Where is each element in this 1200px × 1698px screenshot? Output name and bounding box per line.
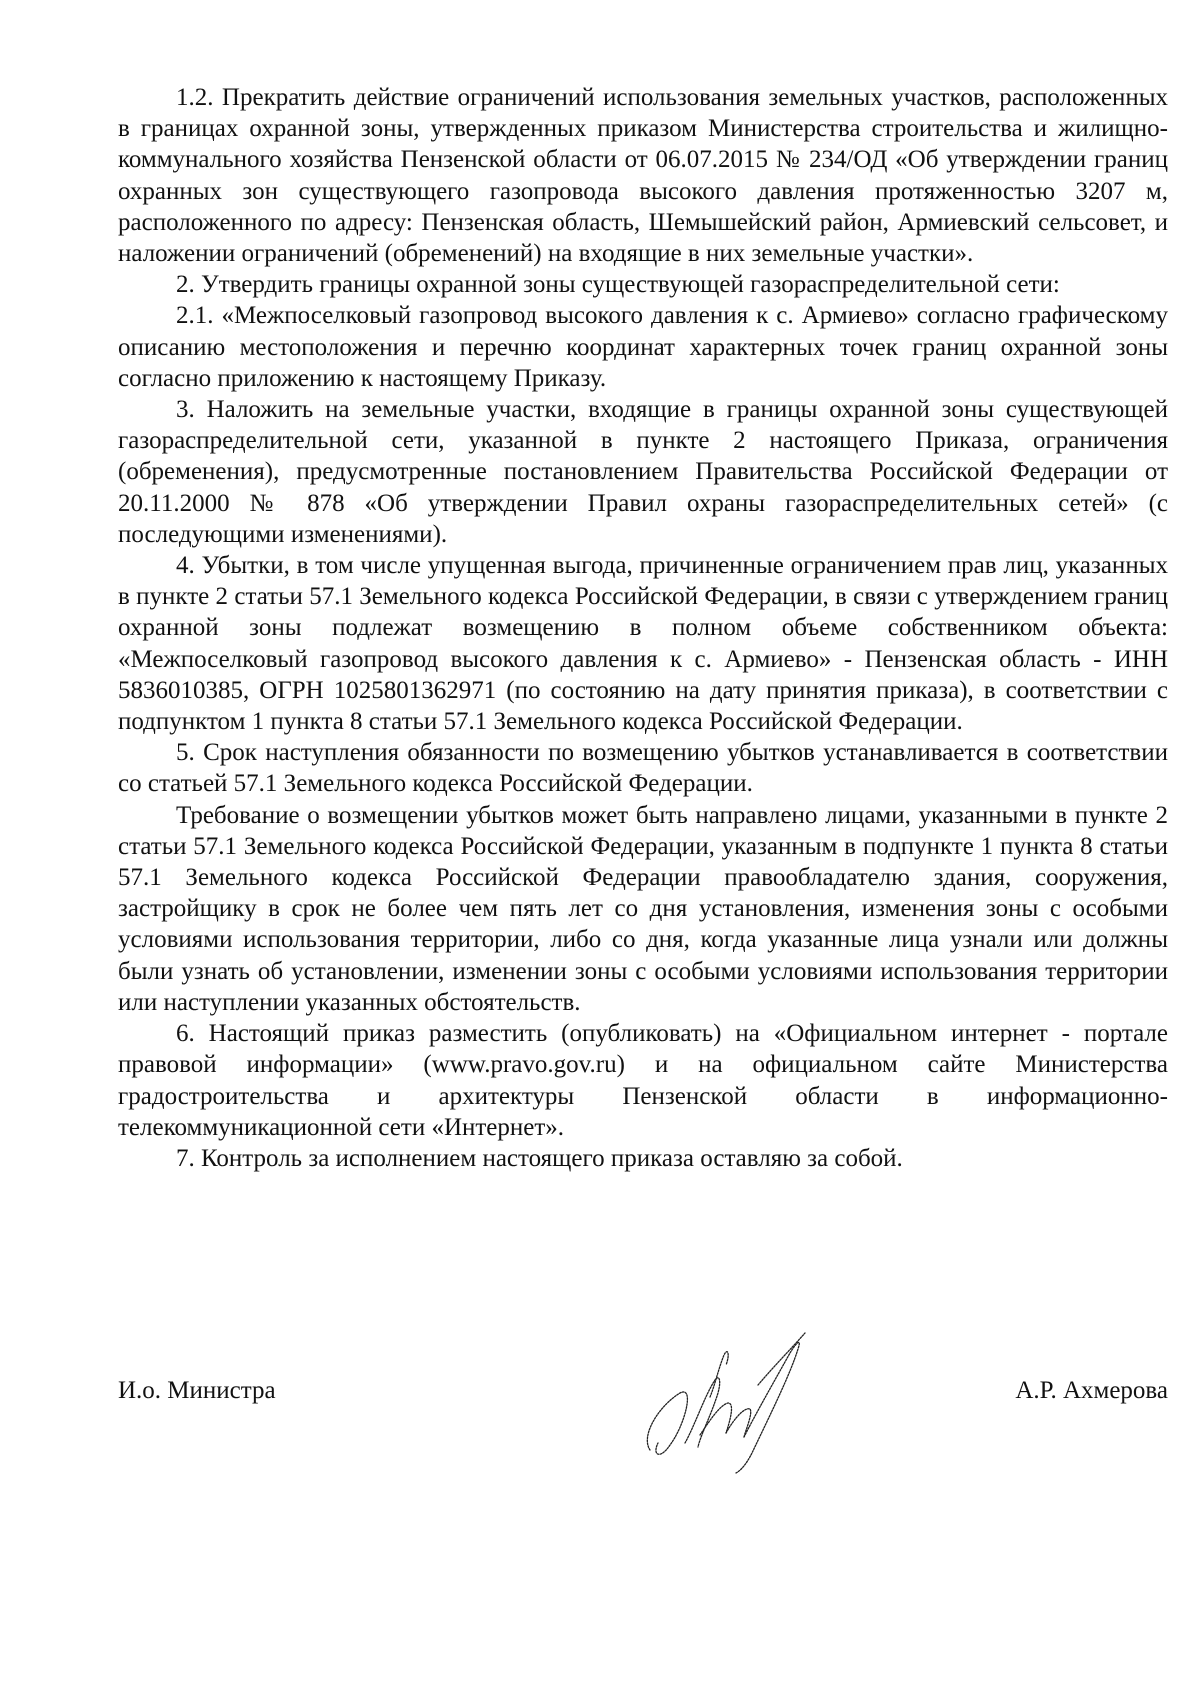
document-body [118, 82, 1168, 1174]
paragraph-3: 3. Наложить на земельные участки, входящие в границы охранной зоны существующей газораспределительной сети, указанной в пункте 2 настоящего Приказа, ограничения (обременения), предусмотренные постановлением Правительства Российской Федерации от 20.11.2000 № 878 «Об утверждении Правил охраны газораспределительных сетей» (с последующими изменениями). [118, 396, 1168, 548]
paragraph-7: 7. Контроль за исполнением настоящего приказа оставляю за собой. [176, 1144, 903, 1172]
paragraph-5: 5. Срок наступления обязанности по возмещению убытков устанавливается в соответствии со статьей 57.1 Земельного кодекса Российской Федерации. [118, 739, 1168, 798]
paragraph-5-claims: Требование о возмещении убытков может быть направлено лицами, указанными в пункте 2 статьи 57.1 Земельного кодекса Российской Федерации, указанным в подпункте 1 пункта 8 статьи 57.1 Земельного кодекса Российской Федерации правообладателю здания, сооружения, застройщику в срок не более чем пять лет со дня установления, изменения зоны с особыми условиями использования территории, либо со дня, когда указанные лица узнали или должны были узнать об установлении, изменении зоны с особыми условиями использования территории или наступлении указанных обстоятельств. [118, 801, 1168, 1016]
paragraph-2: 2. Утвердить границы охранной зоны существующей газораспределительной сети: [176, 271, 1060, 299]
paragraph-1-2: 1.2. Прекратить действие ограничений использования земельных участков, расположенных в границах охранной зоны, утвержденных приказом Министерства строительства и жилищно-коммунального хозяйства Пензенской области от 06.07.2015 № 234/ОД «Об утверждении границ охранных зон существующего газопровода высокого давления протяженностью 3207 м, расположенного по адресу: Пензенская область, Шемышейский район, Армиевский сельсовет, и наложении ограничений (обременений) на входящие в них земельные участки». [118, 84, 1168, 268]
paragraph-2-1: 2.1. «Межпоселковый газопровод высокого давления к с. Армиево» согласно графическому описанию местоположения и перечню координат характерных точек границ охранной зоны согласно приложению к настоящему Приказу. [118, 302, 1168, 392]
signer-name: А.Р. Ахмерова [1015, 1377, 1168, 1404]
signer-position: И.о. Министра [118, 1377, 276, 1404]
handwritten-signature [640, 1325, 840, 1475]
paragraph-6: 6. Настоящий приказ разместить (опубликовать) на «Официальном интернет - портале правовой информации» (www.pravo.gov.ru) и на официальном сайте Министерства градостроительства и архитектуры Пензенской области в информационно-телекоммуникационной сети «Интернет». [118, 1020, 1168, 1141]
paragraph-4: 4. Убытки, в том числе упущенная выгода, причиненные ограничением прав лиц, указанных в пункте 2 статьи 57.1 Земельного кодекса Российской Федерации, в связи с утверждением границ охранной зоны подлежат возмещению в полном объеме собственником объекта: «Межпоселковый газопровод высокого давления к с. Армиево» - Пензенская область - ИНН 5836010385, ОГРН 1025801362971 (по состоянию на дату принятия приказа), в соответствии с подпунктом 1 пункта 8 статьи 57.1 Земельного кодекса Российской Федерации. [118, 552, 1168, 736]
